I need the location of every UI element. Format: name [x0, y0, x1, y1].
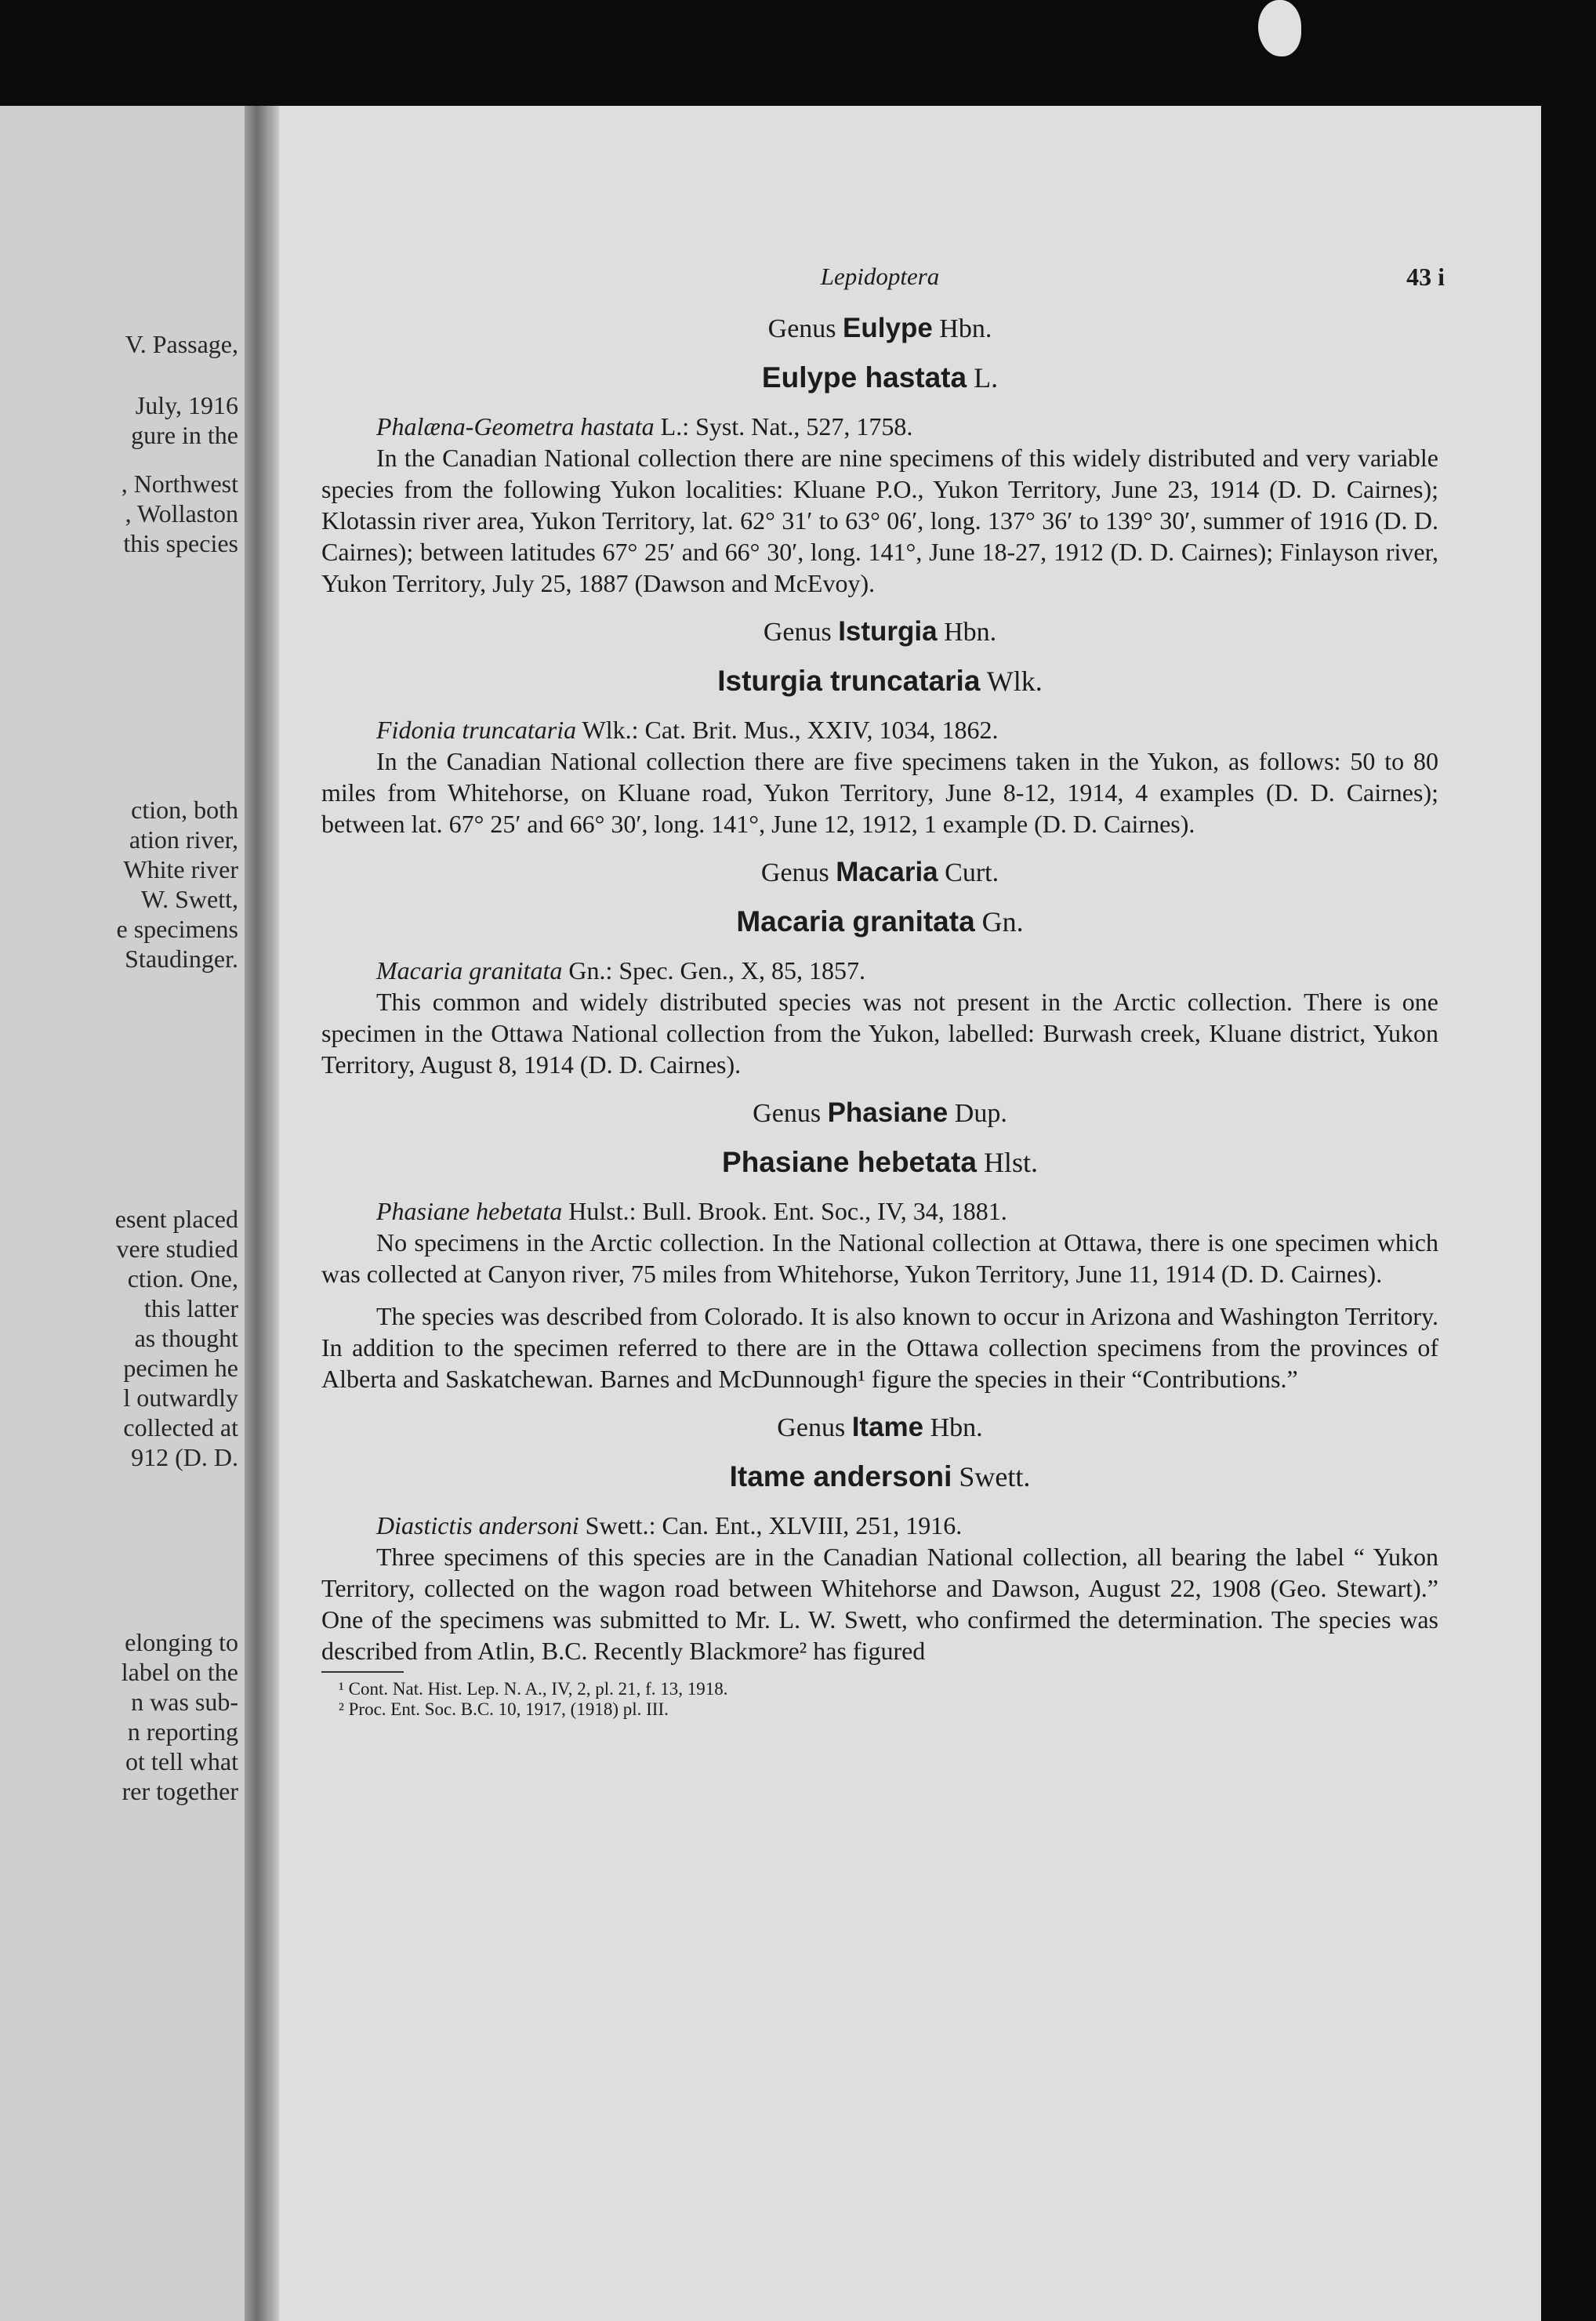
facing-page-line: W. Swett,	[140, 885, 238, 913]
facing-page-line: vere studied	[116, 1235, 238, 1263]
genus-prefix: Genus	[760, 858, 829, 887]
genus-author: Hbn.	[939, 314, 992, 343]
facing-page-line: V. Passage,	[125, 330, 238, 358]
genus-heading	[321, 610, 1438, 655]
genus-name: Isturgia	[838, 616, 938, 647]
facing-page-line: l outwardly	[123, 1384, 238, 1412]
species-heading	[321, 659, 1438, 703]
facing-page-line: this latter	[144, 1294, 238, 1322]
facing-page-line: gure in the	[131, 421, 238, 449]
species-name: Eulype hastata	[761, 361, 967, 393]
running-title: Lepidoptera	[820, 263, 940, 290]
facing-page-line: ction, both	[131, 796, 238, 824]
species-author: Wlk.	[986, 665, 1043, 697]
facing-page-line: elonging to	[125, 1628, 238, 1656]
facing-page-line: Staudinger.	[125, 945, 238, 973]
citation	[376, 955, 1438, 986]
genus-prefix: Genus	[767, 314, 836, 343]
genus-author: Dup.	[954, 1099, 1007, 1128]
body-paragraph: Three specimens of this species are in the Canadian National collection, all bearing the label “ Yukon Territory, collected on the wagon road between Whitehorse and Dawson, August 22, 1908 (Geo. Stewart).” One of the specimens was submitted to Mr. L. W. Swett, who confirmed the determination. The species was described from Atlin, B.C. Recently Blackmore² has figured	[321, 1543, 1438, 1665]
facing-page-line: 912 (D. D.	[131, 1443, 238, 1471]
species-name: Phasiane hebetata	[722, 1146, 977, 1178]
genus-prefix: Genus	[763, 618, 832, 647]
facing-page-line: White river	[123, 855, 238, 883]
genus-prefix: Genus	[753, 1099, 822, 1128]
book-gutter	[245, 106, 279, 2321]
facing-page-line: , Northwest	[121, 470, 238, 498]
species-author: Swett.	[959, 1461, 1031, 1492]
citation	[376, 411, 1438, 442]
citation-reference: Hulst.: Bull. Brook. Ent. Soc., IV, 34, 1881.	[568, 1197, 1007, 1225]
species-name: Macaria granitata	[736, 905, 975, 937]
facing-page-line: collected at	[123, 1413, 238, 1442]
citation-reference: Swett.: Can. Ent., XLVIII, 251, 1916.	[585, 1511, 963, 1539]
citation-reference: L.: Syst. Nat., 527, 1758.	[660, 412, 913, 441]
body-paragraph: No specimens in the Arctic collection. In the National collection at Ottawa, there is one specimen which was collected at Canyon river, 75 miles from Whitehorse, Yukon Territory, June 11, 1914 (D. D. Cairnes).	[321, 1228, 1438, 1288]
citation-taxon: Macaria granitata	[376, 956, 563, 985]
genus-name: Macaria	[836, 857, 938, 887]
species-author: L.	[974, 362, 999, 393]
citation	[376, 1510, 1438, 1541]
sections	[321, 306, 1438, 1666]
genus-heading	[321, 1091, 1438, 1136]
genus-section	[321, 1091, 1438, 1394]
genus-heading	[321, 850, 1438, 895]
facing-page-line: this species	[123, 529, 238, 557]
facing-page-line: ction. One,	[127, 1264, 238, 1293]
facing-page-line: ot tell what	[125, 1747, 238, 1775]
genus-author: Curt.	[945, 858, 999, 887]
citation-taxon: Diastictis andersoni	[376, 1511, 579, 1539]
genus-author: Hbn.	[930, 1413, 983, 1442]
citation-taxon: Fidonia truncataria	[376, 716, 577, 744]
body-paragraph: The species was described from Colorado. It is also known to occur in Arizona and Washington Territory. In addition to the specimen referred to there are in the Ottawa collection specimens from the provinces of Alberta and Saskatchewan. Barnes and McDunnough¹ figure the species in their “Contributions.”	[321, 1302, 1438, 1393]
genus-name: Itame	[851, 1412, 924, 1442]
citation	[376, 1195, 1438, 1227]
facing-page-line: label on the	[121, 1658, 238, 1686]
edge-light-spot	[1258, 0, 1301, 56]
genus-name: Phasiane	[827, 1097, 949, 1128]
page-number: 43 i	[1406, 263, 1445, 291]
species-heading	[321, 900, 1438, 944]
body-paragraph: In the Canadian National collection there are five specimens taken in the Yukon, as follows: 50 to 80 miles from Whitehorse, on Kluane road, Yukon Territory, June 8-12, 1914, 4 examples (D. D. Cairnes); between lat. 67° 25′ and 66° 30′, long. 141°, June 12, 1912, 1 example (D. D. Cairnes).	[321, 747, 1438, 838]
genus-section	[321, 306, 1438, 599]
genus-section	[321, 1405, 1438, 1666]
facing-page-line: pecimen he	[123, 1354, 238, 1382]
citation-reference: Wlk.: Cat. Brit. Mus., XXIV, 1034, 1862.	[582, 716, 999, 744]
citation-reference: Gn.: Spec. Gen., X, 85, 1857.	[568, 956, 865, 985]
facing-page-line: e specimens	[116, 915, 238, 943]
genus-section	[321, 850, 1438, 1080]
citation	[376, 714, 1438, 745]
facing-page-line: n was sub-	[131, 1688, 238, 1716]
genus-heading	[321, 306, 1438, 351]
facing-page	[0, 106, 245, 2321]
citation-taxon: Phasiane hebetata	[376, 1197, 563, 1225]
genus-heading	[321, 1405, 1438, 1450]
species-author: Gn.	[981, 906, 1024, 937]
species-heading	[321, 1455, 1438, 1499]
facing-page-line: as thought	[134, 1324, 238, 1352]
genus-prefix: Genus	[777, 1413, 846, 1442]
species-author: Hlst.	[983, 1147, 1038, 1178]
facing-page-line: ation river,	[129, 825, 238, 854]
body-paragraph: This common and widely distributed species was not present in the Arctic collection. There is one specimen in the Ottawa National collection from the Yukon, labelled: Burwash creek, Kluane district, Yukon Territory, August 8, 1914 (D. D. Cairnes).	[321, 988, 1438, 1079]
citation-taxon: Phalæna-Geometra hastata	[376, 412, 655, 441]
facing-page-line: esent placed	[114, 1205, 238, 1233]
footnote: ¹ Cont. Nat. Hist. Lep. N. A., IV, 2, pl. 21, f. 13, 1918.	[339, 1679, 728, 1699]
genus-author: Hbn.	[944, 618, 997, 647]
facing-page-line: n reporting	[127, 1717, 238, 1746]
species-name: Isturgia truncataria	[717, 665, 981, 697]
facing-page-line: rer together	[122, 1777, 238, 1805]
facing-page-line: July, 1916	[135, 391, 238, 419]
body-paragraph: In the Canadian National collection there are nine specimens of this widely distributed and very variable species from the following Yukon localities: Kluane P.O., Yukon Territory, June 23, 1914 (D. D. Cairnes); Klotassin river area, Yukon Territory, lat. 62° 31′ to 63° 06′, long. 137° 36′ to 139° 30′, summer of 1916 (D. D. Cairnes); between latitudes 67° 25′ and 66° 30′, long. 141°, June 18-27, 1912 (D. D. Cairnes); Finlayson river, Yukon Territory, July 25, 1887 (Dawson and McEvoy).	[321, 444, 1438, 597]
genus-section	[321, 610, 1438, 840]
facing-page-line: , Wollaston	[125, 499, 238, 528]
species-name: Itame andersoni	[729, 1460, 952, 1492]
footnote: ² Proc. Ent. Soc. B.C. 10, 1917, (1918) pl. III.	[339, 1699, 669, 1719]
page-content	[321, 263, 1445, 1720]
genus-name: Eulype	[843, 313, 933, 343]
running-head	[321, 263, 1445, 306]
species-heading	[321, 356, 1438, 400]
species-heading	[321, 1141, 1438, 1184]
footnote-rule	[321, 1671, 404, 1673]
